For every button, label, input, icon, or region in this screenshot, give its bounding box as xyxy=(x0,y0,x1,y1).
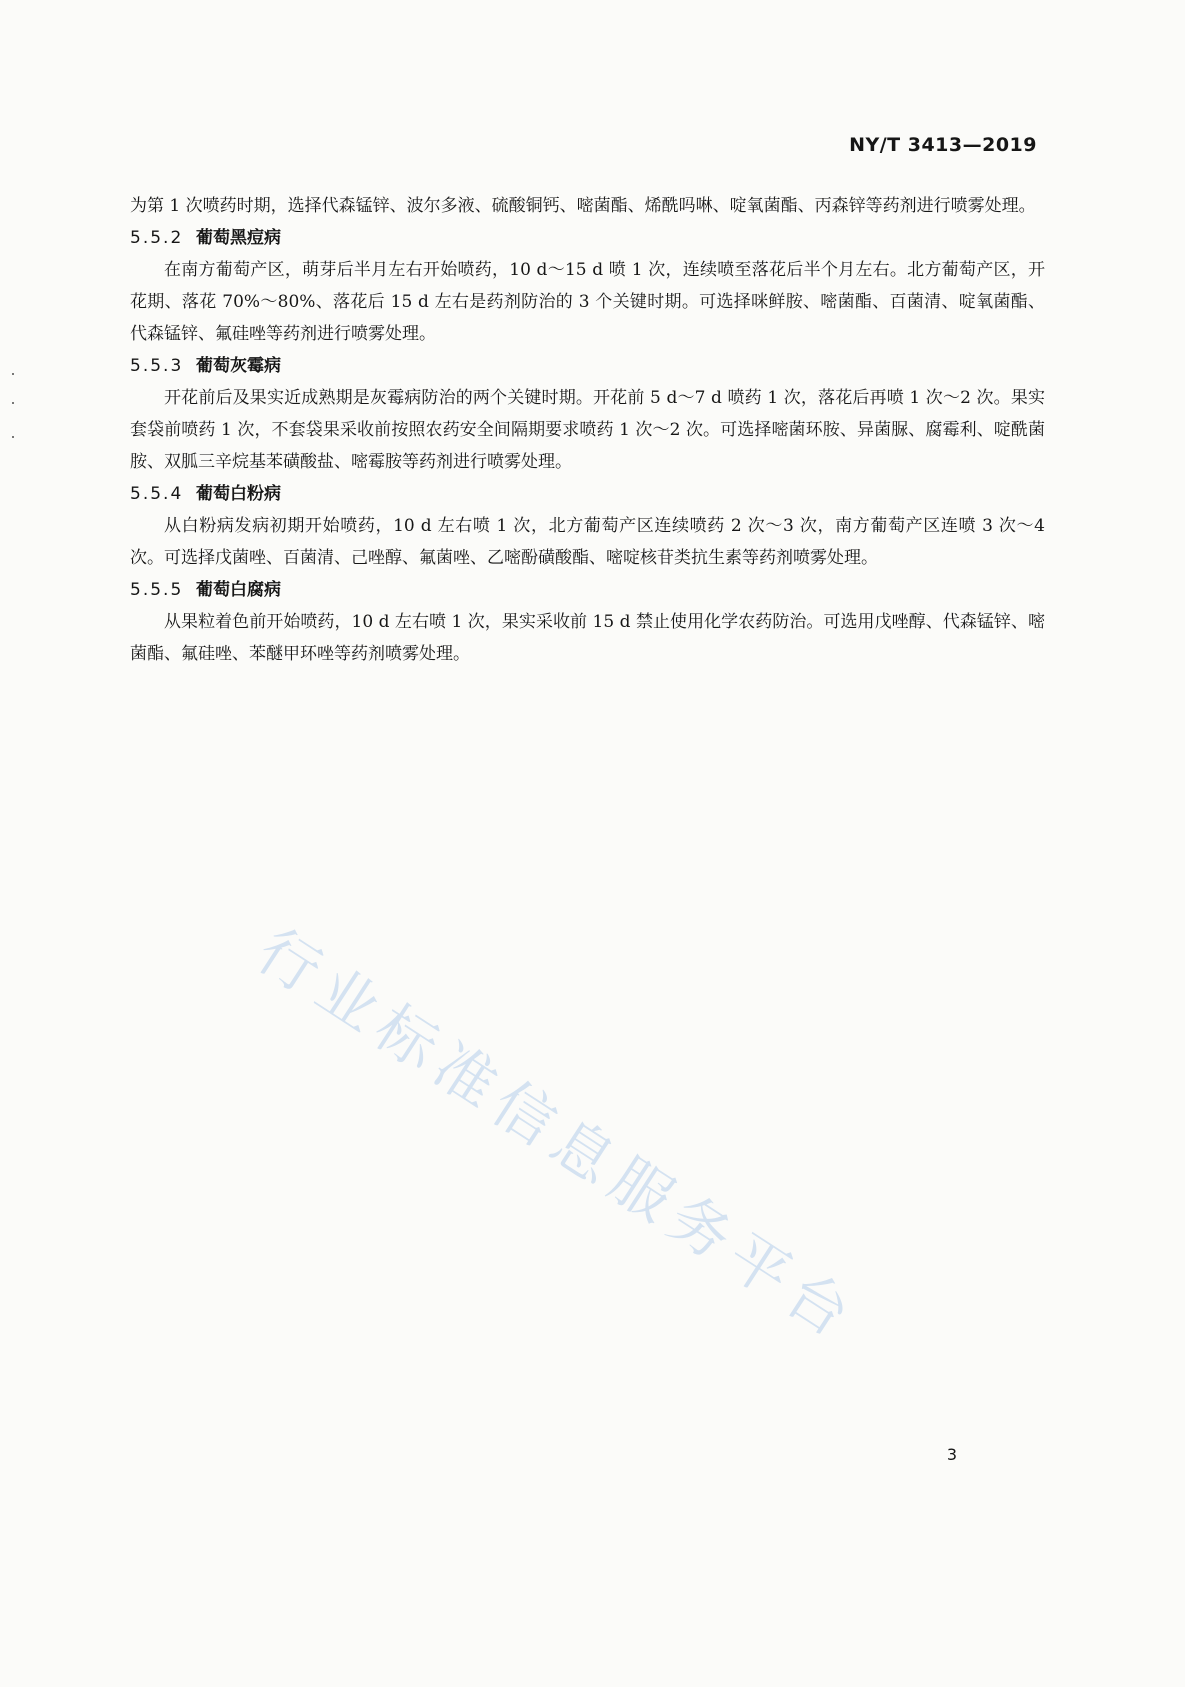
section-heading-5-5-5 xyxy=(130,574,1045,606)
body-content xyxy=(130,190,1045,670)
section-heading-5-5-2 xyxy=(130,222,1045,254)
margin-mark xyxy=(12,373,14,375)
margin-mark xyxy=(12,436,14,438)
paragraph-5-5-4: 从白粉病发病初期开始喷药，10 d 左右喷 1 次，北方葡萄产区连续喷药 2 次～3 次，南方葡萄产区连喷 3 次～4 次。可选择戊菌唑、百菌清、己唑醇、氟菌唑、乙嘧酚磺酸酯、嘧啶核苷类抗生素等药剂喷雾处理。 xyxy=(130,516,1045,568)
section-number: 5.5.4 xyxy=(130,484,184,504)
paragraph-5-5-2: 在南方葡萄产区，萌芽后半月左右开始喷药，10 d～15 d 喷 1 次，连续喷至落花后半个月左右。北方葡萄产区，开花期、落花 70%～80%、落花后 15 d 左右是药剂防治的 3 个关键时期。可选择咪鲜胺、嘧菌酯、百菌清、啶氧菌酯、代森锰锌、氟硅唑等药剂进行喷雾处理。 xyxy=(130,260,1045,344)
standard-code: NY/T 3413—2019 xyxy=(849,134,1037,156)
watermark: 行业标准信息服务平台 xyxy=(244,915,870,1356)
section-number: 5.5.3 xyxy=(130,356,184,376)
section-heading-5-5-4 xyxy=(130,478,1045,510)
paragraph-continued: 为第 1 次喷药时期，选择代森锰锌、波尔多液、硫酸铜钙、嘧菌酯、烯酰吗啉、啶氧菌酯、丙森锌等药剂进行喷雾处理。 xyxy=(130,196,1036,216)
paragraph-5-5-3: 开花前后及果实近成熟期是灰霉病防治的两个关键时期。开花前 5 d～7 d 喷药 1 次，落花后再喷 1 次～2 次。果实套袋前喷药 1 次，不套袋果采收前按照农药安全间隔期要求喷药 1 次～2 次。可选择嘧菌环胺、异菌脲、腐霉利、啶酰菌胺、双胍三辛烷基苯磺酸盐、嘧霉胺等药剂进行喷雾处理。 xyxy=(130,388,1045,472)
page-number: 3 xyxy=(946,1445,957,1464)
section-heading-5-5-3 xyxy=(130,350,1045,382)
section-number: 5.5.5 xyxy=(130,580,184,600)
section-title: 葡萄黑痘病 xyxy=(196,228,281,248)
section-title: 葡萄灰霉病 xyxy=(196,356,281,376)
section-title: 葡萄白腐病 xyxy=(196,580,281,600)
section-title: 葡萄白粉病 xyxy=(196,484,281,504)
section-number: 5.5.2 xyxy=(130,228,184,248)
margin-mark xyxy=(12,402,14,404)
paragraph-5-5-5: 从果粒着色前开始喷药，10 d 左右喷 1 次，果实采收前 15 d 禁止使用化学农药防治。可选用戊唑醇、代森锰锌、嘧菌酯、氟硅唑、苯醚甲环唑等药剂喷雾处理。 xyxy=(130,612,1045,664)
